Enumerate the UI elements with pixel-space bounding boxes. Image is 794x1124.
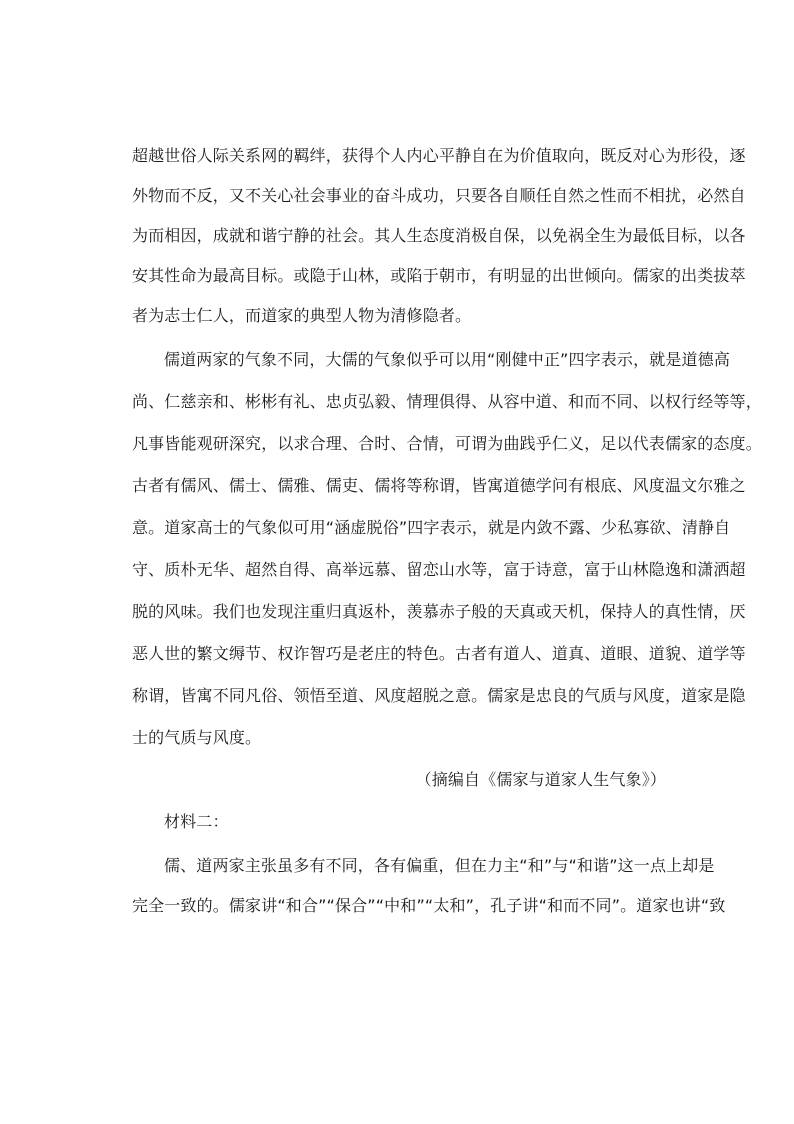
paragraph-line: 意。道家高士的气象似可用“涵虚脱俗”四字表示，就是内敛不露、少私寡欲、清静自 (132, 518, 731, 537)
paragraph-line: 脱的风味。我们也发现注重归真返朴，羡慕赤子般的天真或天机，保持人的真性情，厌 (132, 602, 746, 621)
paragraph-line: 完全一致的。儒家讲“和合”“保合”“中和”“太和”，孔子讲“和而不同”。道家也讲“致 (132, 896, 726, 915)
paragraph-line: 恶人世的繁文缛节、权诈智巧是老庄的特色。古者有道人、道真、道眼、道貌、道学等 (132, 644, 746, 663)
paragraph-line: 古者有儒风、儒士、儒雅、儒吏、儒将等称谓，皆寓道德学问有根底、风度温文尔雅之 (132, 476, 746, 495)
paragraph-line: 外物而不反，又不关心社会事业的奋斗成功，只要各自顺任自然之性而不相扰，必然自 (132, 186, 746, 205)
paragraph-line: 守、质朴无华、超然自得、高举远慕、留恋山水等，富于诗意，富于山林隐逸和潇洒超 (132, 560, 746, 579)
paragraph-line: 为而相因，成就和谐宁静的社会。其人生态度消极自保，以免祸全生为最低目标，以各 (132, 226, 746, 245)
paragraph-line: 儒、道两家主张虽多有不同，各有偏重，但在力主“和”与“和谐”这一点上却是 (164, 856, 715, 875)
paragraph-line: 儒道两家的气象不同，大儒的气象似乎可以用“刚健中正”四字表示，就是道德高 (164, 350, 730, 369)
paragraph-line: 超越世俗人际关系网的羁绊，获得个人内心平静自在为价值取向，既反对心为形役，逐 (132, 146, 746, 165)
paragraph-line: 士的气质与风度。 (132, 728, 262, 747)
paragraph-line: 安其性命为最高目标。或隐于山林，或陷于朝市，有明显的出世倾向。儒家的出类拔萃 (132, 266, 746, 285)
paragraph-line: 称谓，皆寓不同凡俗、领悟至道、风度超脱之意。儒家是忠良的气质与风度，道家是隐 (132, 686, 746, 705)
paragraph-line: 者为志士仁人，而道家的典型人物为清修隐者。 (132, 306, 472, 325)
paragraph-line: 尚、仁慈亲和、彬彬有礼、忠贞弘毅、情理俱得、从容中道、和而不同、以权行经等等， (132, 392, 762, 411)
source-citation: （摘编自《儒家与道家人生气象》） (415, 770, 666, 789)
paragraph-line: 凡事皆能观研深究，以求合理、合时、合情，可谓为曲践乎仁义，足以代表儒家的态度。 (132, 434, 762, 453)
section-heading: 材料二： (164, 812, 229, 831)
